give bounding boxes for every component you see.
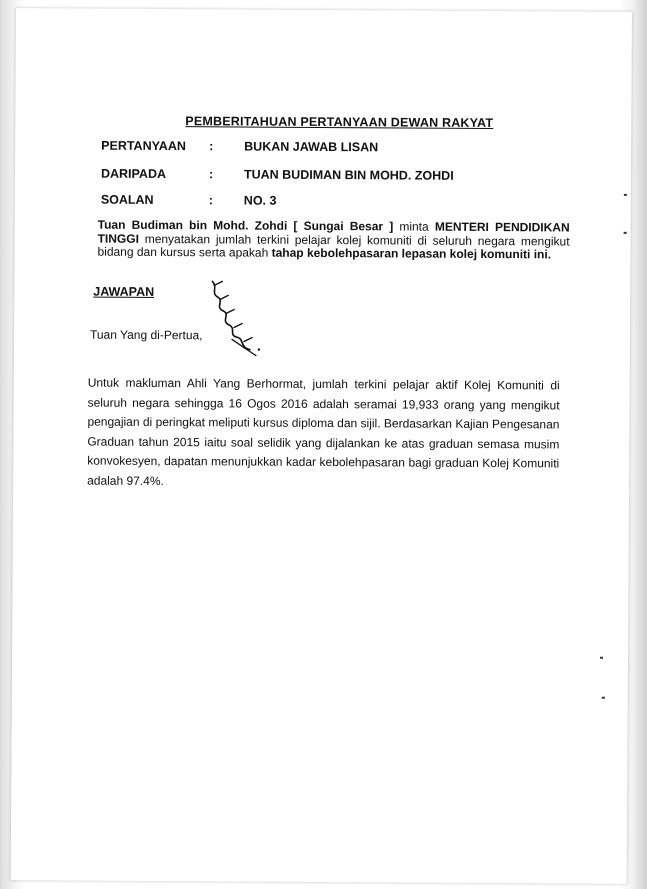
answer-heading: JAWAPAN: [93, 284, 155, 299]
scan-speck: [602, 697, 605, 699]
field-daripada: [101, 167, 561, 188]
field-colon: :: [209, 139, 214, 154]
handwritten-signature: [204, 277, 264, 357]
question-minister: MENTERI PENDIDIKAN TINGGI: [97, 219, 570, 246]
field-value: NO. 3: [243, 193, 277, 208]
field-label: DARIPADA: [100, 166, 167, 182]
salutation: Tuan Yang di-Pertua,: [89, 327, 203, 343]
question-text-2: menyatakan jumlah terkini pelajar kolej komuniti di seluruh negara mengikut bidang dan kursus serta apakah: [97, 231, 570, 260]
field-colon: :: [208, 193, 214, 208]
question-paragraph: [97, 219, 569, 262]
scan-speck: [600, 657, 603, 659]
question-text-1: minta: [393, 219, 435, 234]
answer-paragraph: Untuk makluman Ahli Yang Berhormat, jumlah terkini pelajar aktif Kolej Komuniti di seluruh negara sehingga 16 Ogos 2016 adalah seramai 19,933 orang yang mengikut pengajian di peringkat meliputi kursus diploma dan sijil. Berdasarkan Kajian Pengesanan Graduan tahun 2015 iaitu soal selidik yang dijalankan ke atas graduan semasa musim konvokesyen, dapatan menunjukkan kadar kebolehpasaran bagi graduan Kolej Komuniti adalah 97.4%.: [87, 375, 560, 488]
question-emphasis: tahap kebolehpasaran lepasan kolej komuniti ini.: [271, 245, 552, 262]
field-colon: :: [208, 167, 214, 182]
field-pertanyaan: [101, 139, 561, 160]
field-value: TUAN BUDIMAN BIN MOHD. ZOHDI: [243, 167, 454, 183]
scan-speck: [624, 232, 627, 234]
field-soalan: [101, 193, 561, 214]
field-label: PERTANYAAN: [101, 138, 186, 154]
scan-speck: [624, 194, 627, 196]
field-value: BUKAN JAWAB LISAN: [244, 139, 379, 155]
document-page: [11, 8, 632, 884]
field-label: SOALAN: [100, 192, 154, 207]
question-asker: Tuan Budiman bin Mohd. Zohdi [ Sungai Besar ]: [97, 217, 394, 234]
document-title: PEMBERITAHUAN PERTANYAAN DEWAN RAKYAT: [185, 114, 494, 131]
